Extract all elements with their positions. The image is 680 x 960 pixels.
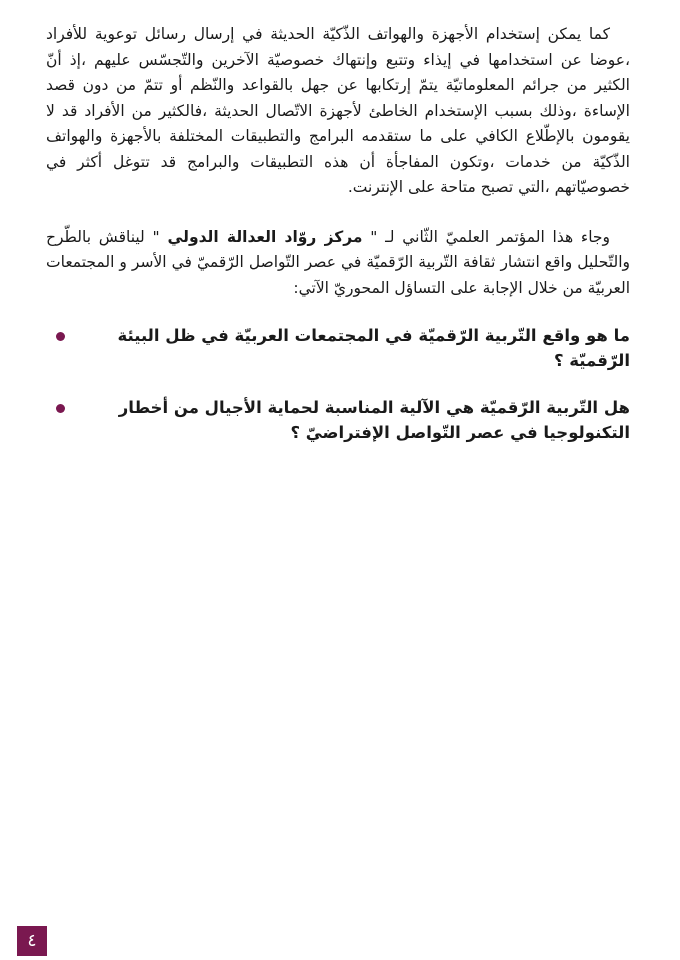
page-content [46, 22, 630, 467]
questions-list [46, 323, 630, 445]
conference-paragraph [46, 225, 630, 302]
conference-paragraph-end: " ليناقش بالطّرح والتّحليل واقع انتشار ثقافة التّربية الرّقميّة في عصر التّواصل الرّقميّ في الأسر و المجتمعات العربيّة من خلال الإجابة على التساؤل المحوريّ الآتي: [46, 227, 630, 297]
question-item [46, 395, 630, 445]
intro-paragraph: كما يمكن إستخدام الأجهزة والهواتف الذّكيّة الحديثة في إرسال رسائل توعوية للأفراد ،عوضا عن استخدامها في إيذاء وتتبع وإنتهاك خصوصيّة الآخرين والتّجسّس عليهم ،إذ أنّ الكثير من جرائم المعلوماتيّة يتمّ إرتكابها عن جهل بالقواعد والنّظم أو تتمّ من دون قصد الإساءة ،وذلك بسبب الإستخدام الخاطئ لأجهزة الاتّصال الحديثة ،فالكثير من الأفراد قد لا يقومون بالإطّلاع الكافي على ما ستقدمه البرامج والتطبيقات المختلفة بالأجهزة والهواتف الذّكيّة من خدمات ،وتكون المفاجأة أن هذه التطبيقات والبرامج قد تتوغل أكثر في خصوصيّاتهم ،التي تصبح متاحة على الإنترنت. [46, 25, 630, 196]
question-text: ما هو واقع التّربية الرّقميّة في المجتمعات العربيّة في ظل البيئة الرّقميّة ؟ [117, 326, 630, 370]
question-text: هل التّربية الرّقميّة هي الآلية المناسبة لحماية الأجيال من أخطار التكنولوجيا في عصر التّواصل الإفتراضيّ ؟ [118, 398, 630, 442]
bullet-dot-icon [56, 332, 65, 341]
question-item [46, 323, 630, 373]
conference-paragraph-start: وجاء هذا المؤتمر العلميّ الثّاني لـ " [362, 227, 610, 246]
center-name: مركز روّاد العدالة الدولي [167, 227, 363, 246]
bullet-dot-icon [56, 404, 65, 413]
page-number-badge: ٤ [17, 926, 47, 956]
